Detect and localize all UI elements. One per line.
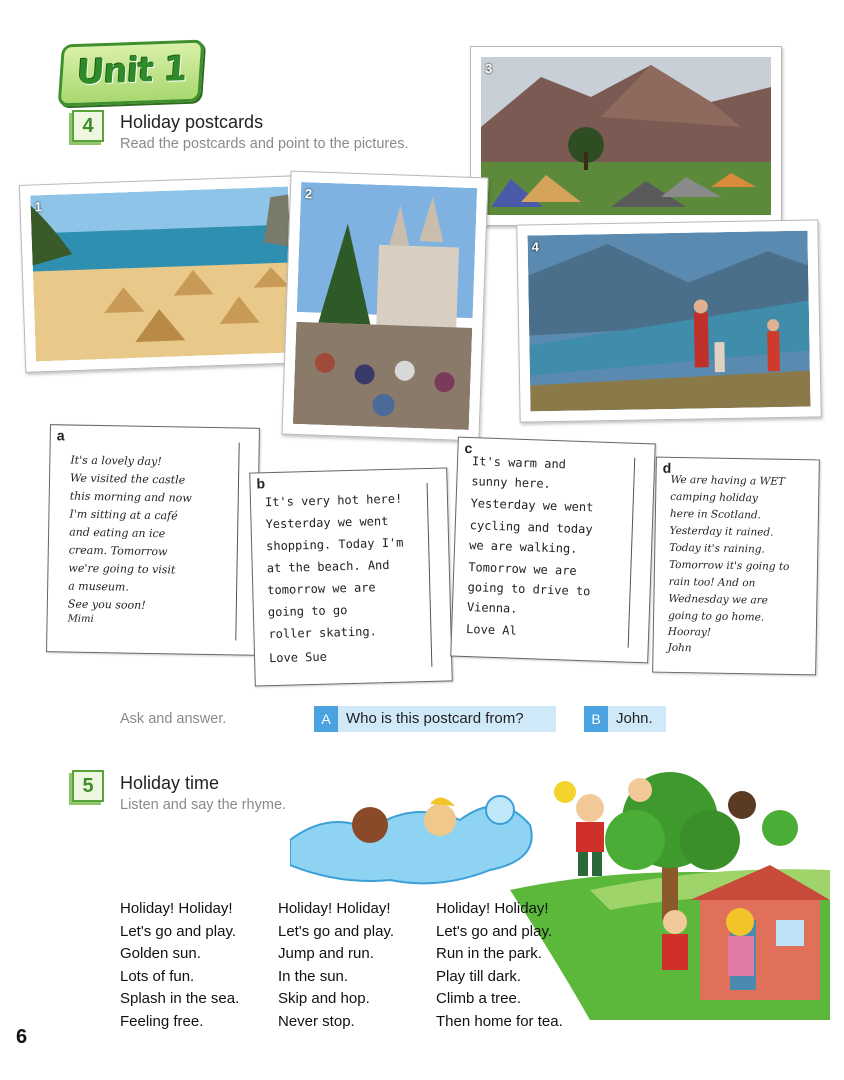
photo-number: 1: [34, 199, 43, 215]
postcard-line: camping holiday: [670, 490, 759, 505]
speech-label: Ask and answer.: [120, 711, 227, 727]
rhyme-line: Play till dark.: [436, 967, 522, 985]
postcard-signature: Love Sue: [268, 649, 328, 666]
photo-castle[interactable]: [281, 171, 488, 442]
photo-number: 4: [531, 239, 540, 255]
postcard-letter: d: [662, 459, 672, 476]
postcard-line: It's very hot here!: [264, 491, 403, 510]
rhyme-line: Then home for tea.: [436, 1012, 563, 1030]
photo-number: 2: [304, 186, 313, 202]
rhyme-column-2: [278, 898, 394, 1033]
walking-image: [527, 231, 810, 412]
unit-badge: [58, 40, 205, 107]
postcard-line: Yesterday we went: [470, 496, 594, 515]
rhyme-line: Never stop.: [278, 1012, 355, 1030]
rhyme-line: Climb a tree.: [436, 990, 522, 1007]
section-4-number: 4: [72, 110, 104, 142]
beach-image: [30, 187, 294, 362]
postcard-line: I'm sitting at a café: [69, 507, 178, 523]
photo-camping[interactable]: [470, 46, 782, 226]
speaker-b-tag: B: [584, 706, 608, 732]
postcard-line: cycling and today: [469, 518, 593, 537]
postcard-line: at the beach. And: [266, 557, 390, 576]
rhyme-line: Holiday! Holiday!: [120, 900, 233, 917]
photo-number: 3: [485, 61, 493, 76]
postcard-line: sunny here.: [471, 474, 552, 491]
postcard-line: going to drive to: [467, 580, 591, 599]
section-5-instruction: Listen and say the rhyme.: [120, 797, 287, 813]
rhyme-column-3: [436, 898, 563, 1033]
rhyme-line: Splash in the sea.: [120, 990, 240, 1007]
postcard-line: Today it's raining.: [669, 541, 765, 556]
postcard-line: cream. Tomorrow: [68, 543, 168, 559]
postcard-line: and eating an ice: [69, 525, 166, 541]
postcard-letter: a: [56, 427, 65, 444]
postcard-letter: c: [464, 439, 473, 457]
rhyme-line: Jump and run.: [278, 945, 374, 962]
postcard-line: going to go: [267, 603, 348, 620]
postcard-line: Yesterday we went: [265, 514, 389, 532]
speech-b-text: John.: [616, 710, 653, 727]
rhyme-line: In the sun.: [278, 967, 349, 985]
postcard-letter: b: [256, 475, 266, 492]
rhyme-line: Let's go and play.: [436, 922, 553, 940]
unit-label: Unit 1: [75, 49, 188, 93]
postcard-line: We are having a WET: [670, 473, 786, 488]
rhyme-line: Let's go and play.: [278, 922, 395, 940]
rhyme-line: Feeling free.: [120, 1012, 204, 1030]
castle-image: [293, 182, 477, 430]
postcard-line: Hooray!: [667, 625, 712, 639]
section-4-instruction: Read the postcards and point to the pictures.: [120, 136, 409, 152]
postcard-line: we're going to visit: [68, 561, 176, 577]
postcard-line: tomorrow we are: [267, 580, 376, 598]
speech-a-text: Who is this postcard from?: [346, 710, 524, 727]
postcard-line: Vienna.: [466, 600, 518, 616]
postcard-line: a museum.: [68, 579, 130, 594]
rhyme-line: Holiday! Holiday!: [436, 900, 549, 917]
postcard-line: It's warm and: [471, 454, 567, 472]
postcard-divider: [235, 442, 239, 640]
postcard-signature: Love Al: [465, 622, 517, 638]
rhyme-column-1: [120, 898, 239, 1033]
page-number: 6: [16, 1026, 28, 1048]
postcard-line: We visited the castle: [69, 471, 186, 487]
postcard-line: we are walking.: [468, 538, 578, 556]
photo-beach[interactable]: [19, 175, 305, 373]
rhyme-line: Let's go and play.: [120, 922, 237, 940]
section-4-title: Holiday postcards: [120, 112, 264, 132]
rhyme-line: Run in the park.: [436, 945, 542, 962]
photo-walking[interactable]: [516, 219, 821, 422]
speech-bubble-b: [584, 706, 666, 732]
rhyme-line: Holiday! Holiday!: [278, 900, 391, 917]
postcard-line: going to go home.: [668, 609, 765, 624]
postcard-line: roller skating.: [268, 624, 377, 642]
postcard-line: here in Scotland.: [669, 507, 762, 522]
postcard-b[interactable]: [249, 467, 453, 686]
postcard-line: this morning and now: [69, 489, 192, 505]
postcard-line: Tomorrow it's going to: [668, 558, 790, 573]
postcard-divider: [628, 458, 636, 648]
postcard-line: It's a lovely day!: [70, 453, 162, 469]
rhyme-line: Skip and hop.: [278, 990, 370, 1007]
postcard-c[interactable]: [450, 437, 656, 664]
postcard-line: shopping. Today I'm: [265, 535, 404, 554]
rhyme-line: Golden sun.: [120, 945, 201, 962]
postcard-a[interactable]: [46, 424, 260, 656]
postcard-divider: [427, 483, 433, 667]
postcard-line: Yesterday it rained.: [669, 524, 774, 539]
postcard-line: Tomorrow we are: [468, 560, 577, 578]
postcard-signature: Mimi: [67, 613, 94, 625]
section-5-number: 5: [72, 770, 104, 802]
speaker-a-tag: A: [314, 706, 338, 732]
postcard-line: rain too! And on: [668, 575, 756, 590]
postcard-d[interactable]: [652, 457, 820, 676]
section-5-title: Holiday time: [120, 773, 220, 793]
postcard-line: Wednesday we are: [668, 592, 769, 607]
postcard-line: See you soon!: [67, 597, 146, 612]
postcard-signature: John: [667, 641, 692, 655]
speech-bubble-a: [314, 706, 556, 732]
rhyme-line: Lots of fun.: [120, 967, 195, 985]
camping-image: [481, 57, 771, 215]
